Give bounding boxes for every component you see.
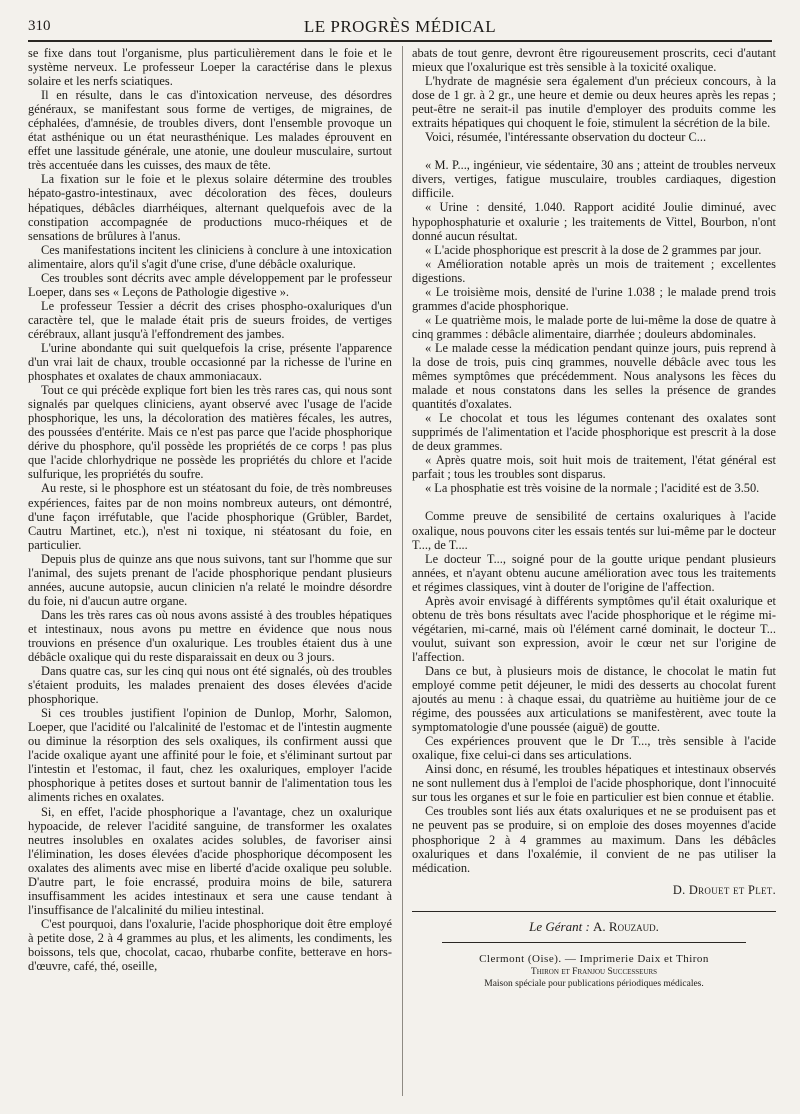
paragraph: Si ces troubles justifient l'opinion de Dunlop, Morhr, Salomon, Loeper, que l'acidité ou l'alcalinité de l'estomac et de l'intestin augmente ou diminue la résorption des sels oxaliques, ils confirment aussi que l'acide oxalique ayant une affinité pour le foie, et s'éliminant surtout par l'intestin et l'estomac, il faut, chez les oxaluriques, employer l'acide phosphorique à petites doses et surtout bannir de l'alimentation tous les aliments riches en oxalates. xyxy=(28,706,392,805)
colophon-rule xyxy=(412,911,776,912)
printer-line: Clermont (Oise). — Imprimerie Daix et Thiron xyxy=(479,952,709,965)
observation-paragraph: « Urine : densité, 1.040. Rapport acidité Joulie diminué, avec hypophosphaturie et oxalurie ; les traitements de Vittel, Bourbon, n'ont donné aucun résultat. xyxy=(412,200,776,243)
page-header xyxy=(28,14,772,38)
paragraph: Au reste, si le phosphore est un stéatosant du foie, de très nombreuses expériences, faites par de non moins nombreux auteurs, ont démontré, d'une façon irréfutable, que l'acide phosphorique (Grübler, Bardet, Cautru Martinet, etc.), n'est ni toxique, ni stéatosant du foie, en particulier. xyxy=(28,481,392,552)
gerant-line xyxy=(412,920,776,934)
paragraph: Comme preuve de sensibilité de certains oxaluriques à l'acide oxalique, nous pouvons citer les essais tentés sur lui-même par le docteur T..., de T.... xyxy=(412,509,776,552)
observation-paragraph: « La phosphatie est très voisine de la normale ; l'acidité est de 3.50. xyxy=(425,481,760,496)
paragraph: Dans quatre cas, sur les cinq qui nous ont été signalés, où des troubles s'étaient produits, les malades prenaient des doses élevées d'acide phosphorique. xyxy=(28,664,392,707)
paragraph: L'urine abondante qui suit quelquefois la crise, présente l'apparence d'un vrai lait de chaux, trouble occasionné par la richesse de l'urine en phosphates et oxalates de chaux ammoniacaux. xyxy=(28,340,392,384)
observation-paragraph: « Le quatrième mois, le malade porte de lui-même la dose de quatre à cinq grammes : débâcle alimentaire, diarrhée ; douleurs abdominales. xyxy=(412,312,776,341)
paragraph: Le docteur T..., soigné pour de la goutte urique pendant plusieurs années, et n'ayant obtenu aucune amélioration avec tous les traitements et régimes classiques, vint à douter de l'origine de l'affection. xyxy=(412,551,776,594)
header-rule xyxy=(28,40,772,42)
observation-paragraph: « Le chocolat et tous les légumes contenant des oxalates sont supprimés de l'alimentation et l'acide phosphorique est prescrit à la dose de deux grammes. xyxy=(412,411,776,454)
paragraph: Tout ce qui précède explique fort bien les très rares cas, qui nous sont signalés par quelques cliniciens, ayant observé avec l'usage de l'acide phosphorique, les uns, la décoloration des matières fécales, les autres, des poussées d'entérite. Mais ce n'est pas parce que l'acide phosphorique dérive du phosphore, qu'il possède les propriétés de ce corps ! pas plus que l'acide chlorhydrique ne possède les propriétés du chlore et l'acide sulfurique, les propriétés du soufre. xyxy=(28,383,392,482)
page-number: 310 xyxy=(28,18,51,34)
paragraph: C'est pourquoi, dans l'oxalurie, l'acide phosphorique doit être employé à petite dose, 2 à 4 grammes au plus, et les aliments, les condiments, les boissons, tels que, chocolat, cacao, rhubarbe confite, betterave en hors-d'œuvre, café, thé, oseille, xyxy=(28,916,392,974)
author-signature: D. Drouet et Plet. xyxy=(672,882,776,897)
observation-paragraph: « L'acide phosphorique est prescrit à la dose de 2 grammes par jour. xyxy=(425,242,762,257)
right-column xyxy=(412,46,776,990)
observation-paragraph: « Le troisième mois, densité de l'urine 1.038 ; le malade prend trois grammes d'acide phosphorique. xyxy=(412,284,776,313)
observation-paragraph: « Après quatre mois, soit huit mois de traitement, l'état général est parfait ; tous les troubles sont disparus. xyxy=(412,453,776,482)
paragraph: Voici, résumée, l'intéressante observation du docteur C... xyxy=(425,130,707,145)
paragraph: La fixation sur le foie et le plexus solaire détermine des troubles hépato-gastro-intestinaux, avec décoloration des fèces, douleurs hépatiques, débâcles diarrhéiques, alternant quelquefois avec de la constipation accompagnée de productions muco-rhéiques et de sensations de brûlures à l'anus. xyxy=(28,172,392,243)
printer-successors: Thiron et Franjou Successeurs xyxy=(530,966,658,977)
paragraph: Dans les très rares cas où nous avons assisté à des troubles hépatiques et intestinaux, nous avons pu mettre en évidence que nous nous trouvions en présence d'un oxalurique. Les troubles étaient dus à une débâcle oxalique qui du reste disparaissait en deux ou 3 jours. xyxy=(28,607,392,665)
printer-specialty: Maison spéciale pour publications périodiques médicales. xyxy=(484,978,704,989)
gerant-name: A. Rouzaud. xyxy=(593,918,659,934)
running-title: LE PROGRÈS MÉDICAL xyxy=(303,17,497,36)
paragraph: Ainsi donc, en résumé, les troubles hépatiques et intestinaux observés ne sont nullement dus à l'emploi de l'acide phosphorique, dont l'innocuité sur tous les organes et sur le foie en particulier est bien connue et établie. xyxy=(412,762,776,805)
paragraph: Ces manifestations incitent les cliniciens à conclure à une intoxication alimentaire, alors qu'il s'agit d'une crise, d'une débâcle oxalurique. xyxy=(28,242,392,271)
column-divider xyxy=(402,46,403,1096)
paragraph: Ces expériences prouvent que le Dr T..., très sensible à l'acide oxalique, fixe celui-ci dans ses articulations. xyxy=(412,734,776,763)
observation-paragraph: « Amélioration notable après un mois de traitement ; excellentes digestions. xyxy=(412,256,776,285)
observation-paragraph: « Le malade cesse la médication pendant quinze jours, puis reprend à la dose de trois, puis cinq grammes, nouvelle débâcle avec tous les mêmes symptômes que précédemment. Nous analysons les fèces du malade et nous constatons dans les selles la présence de grandes quantités d'oxalates. xyxy=(412,340,776,412)
colophon-rule-short xyxy=(442,942,746,943)
paragraph: abats de tout genre, devront être rigoureusement proscrits, ceci d'autant mieux que l'oxalurique est très sensible à la toxicité oxalique. xyxy=(412,46,776,75)
paragraph: Le professeur Tessier a décrit des crises phospho-oxaluriques d'un caractère tel, que le malade était pris de sueurs froides, de vertiges cérébraux, allant jusqu'à l'effondrement des jambes. xyxy=(28,298,392,341)
paragraph: Ces troubles sont liés aux états oxaluriques et ne se produisent pas et ne peuvent pas se produire, si on emploie des doses moyennes d'acide phosphorique 2 à 4 grammes au maximum. Dans les débâcles oxaluriques et dans l'oxalémie, il convient de ne pas utiliser la médication. xyxy=(412,804,776,875)
paragraph: Après avoir envisagé à différents symptômes qu'il était oxalurique et obtenu de très bons résultats avec l'acide phosphorique et le régime mi-végétarien, mi-carné, mais où l'élément carné dominait, le docteur T... voulut, suivant son expression, avoir le cœur net sur l'origine de l'affection. xyxy=(412,593,776,664)
paragraph: Si, en effet, l'acide phosphorique a l'avantage, chez un oxalurique hypoacide, de relever l'acidité sanguine, de transformer les oxalates neutres insolubles en oxalates acides solubles, de favoriser ainsi l'élimination, les doses élevées d'acide phosphorique décomposent les oxalates des aliments avec mise en liberté d'acide oxalique peu soluble. D'autre part, le foie encrassé, produira moins de bile, saturera insuffisamment les acides intestinaux et sera une cause tendant à l'insuffisance de l'alcalinité du milieu intestinal. xyxy=(28,804,392,917)
paragraph: se fixe dans tout l'organisme, plus particulièrement dans le foie et le système nerveux. Le professeur Loeper la caractérise dans le plexus solaire et les nerfs sciatiques. xyxy=(28,46,392,89)
paragraph: Dans ce but, à plusieurs mois de distance, le chocolat le matin fut employé comme petit déjeuner, le midi des desserts au chocolat furent ajoutés au menu : à chaque essai, du quatrième au huitième jour de ce régime, des poussées aux articulations se manifestèrent, avec toute la symptomatologie d'une poussée (aiguë) de goutte. xyxy=(412,663,776,735)
paragraph: L'hydrate de magnésie sera également d'un précieux concours, à la dose de 1 gr. à 2 gr., une heure et demie ou deux heures après les repas ; peut-être ne serait-il pas inutile d'employer des produits comme les extraits hépatiques qui choquent le foie, stimulent la sécrétion de la bile. xyxy=(412,74,776,131)
left-column xyxy=(28,46,392,973)
paragraph: Depuis plus de quinze ans que nous suivons, tant sur l'homme que sur l'animal, des sujets prenant de l'acide phosphorique pendant plusieurs années, aucune autopsie, aucun clinicien n'a relaté le moindre désordre du foie, ni d'aucun autre organe. xyxy=(28,551,392,608)
paragraph: Ces troubles sont décrits avec ample développement par le professeur Loeper, dans ses « Leçons de Pathologie digestive ». xyxy=(28,270,392,299)
observation-paragraph: « M. P..., ingénieur, vie sédentaire, 30 ans ; atteint de troubles nerveux divers, vertiges, fatigue musculaire, troubles cardiaques, digestion difficile. xyxy=(412,158,776,201)
gerant-label: Le Gérant : xyxy=(529,918,590,934)
paragraph: Il en résulte, dans le cas d'intoxication nerveuse, des désordres généraux, se manifestant sous forme de vertiges, de migraines, de céphalées, d'amnésie, de troubles divers, dont l'ensemble provoque un état asthénique ou un état neurasthénique. Les malades éprouvent en effet une lassitude générale, une atonie, une douleur musculaire, surtout très accentuée dans les cuisses, des maux de tête. xyxy=(28,88,392,173)
